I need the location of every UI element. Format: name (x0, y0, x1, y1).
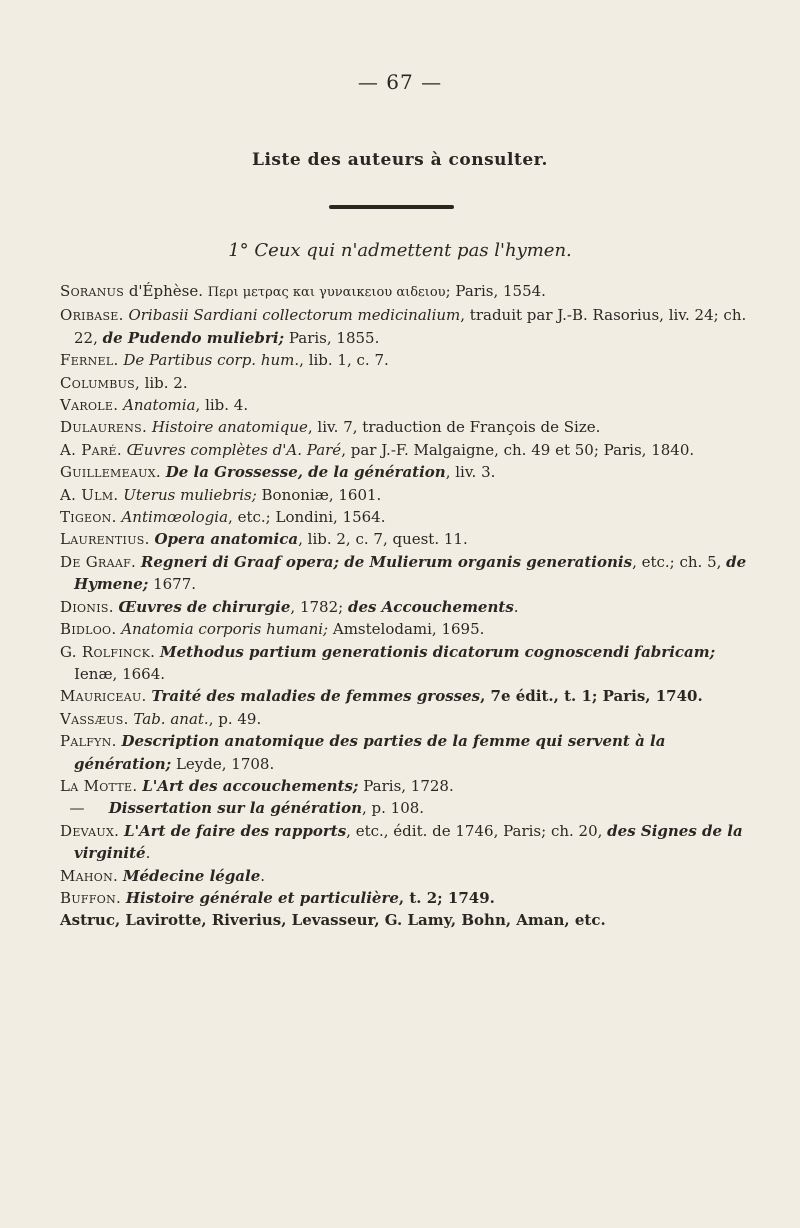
bibliography-entry: Bidloo. Anatomia corporis humani; Amstelodami, 1695. (60, 620, 485, 639)
list-heading: Liste des auteurs à consulter. (252, 150, 548, 170)
bibliography-entry: Devaux. L'Art de faire des rapports, etc., édit. de 1746, Paris; ch. 20, des Signes de la virginité. (60, 821, 743, 863)
bibliography-entry: Astruc, Lavirotte, Riverius, Levasseur, G. Lamy, Bohn, Aman, etc. (60, 911, 606, 930)
bibliography-entry: Tigeon. Antimœologia, etc.; Londini, 1564. (60, 508, 386, 527)
bibliography-entry: La Motte. L'Art des accouchements; Paris, 1728. (60, 776, 454, 795)
bibliography-entry: Fernel. De Partibus corp. hum., lib. 1, c. 7. (60, 351, 389, 370)
bibliography-entry: Buffon. Histoire générale et particulière, t. 2; 1749. (60, 888, 495, 907)
bibliography-entry: Columbus, lib. 2. (60, 373, 188, 392)
bibliography-entry: Mauriceau. Traité des maladies de femmes grosses, 7e édit., t. 1; Paris, 1740. (60, 687, 703, 706)
bibliography-entry: Dionis. Œuvres de chirurgie, 1782; des Accouchements. (60, 597, 519, 616)
bibliography-list (60, 280, 760, 932)
bibliography-entry: — Dissertation sur la génération, p. 108. (69, 799, 425, 818)
bibliography-entry: G. Rolfinck. Methodus partium generationis dicatorum cognoscendi fabricam; Ienæ, 1664. (60, 642, 716, 683)
bibliography-entry: De Graaf. Regneri di Graaf opera; de Mulierum organis generationis, etc.; ch. 5, de Hymene; 1677. (60, 552, 747, 594)
bibliography-entry: A. Ulm. Uterus muliebris; Bononiæ, 1601. (60, 485, 382, 504)
page-number: — 67 — (357, 70, 443, 94)
bibliography-entry: Vassæus. Tab. anat., p. 49. (60, 709, 262, 728)
bibliography-entry: Oribase. Oribasii Sardiani collectorum medicinalium, traduit par J.-B. Rasorius, liv. 24; ch. 22, de Pudendo muliebri; Paris, 1855. (60, 306, 747, 347)
bibliography-entry: Dulaurens. Histoire anatomique, liv. 7, traduction de François de Size. (60, 418, 601, 437)
bibliography-entry: Palfyn. Description anatomique des parties de la femme qui servent à la génération; Leyde, 1708. (60, 732, 666, 773)
bibliography-entry: Laurentius. Opera anatomica, lib. 2, c. 7, quest. 11. (60, 530, 468, 549)
heading-rule (329, 205, 454, 209)
section-title: 1° Ceux qui n'admettent pas l'hymen. (228, 240, 572, 261)
bibliography-entry: A. Paré. Œuvres complètes d'A. Paré, par J.-F. Malgaigne, ch. 49 et 50; Paris, 1840. (60, 440, 695, 459)
bibliography-entry: Mahon. Médecine légale. (60, 866, 266, 885)
bibliography-entry: Soranus d'Éphèse. Περι μετρας και γυναικειου αιδειου; Paris, 1554. (60, 282, 546, 300)
bibliography-entry: Guillemeaux. De la Grossesse, de la génération, liv. 3. (60, 463, 496, 482)
bibliography-entry: Varole. Anatomia, lib. 4. (60, 396, 249, 415)
